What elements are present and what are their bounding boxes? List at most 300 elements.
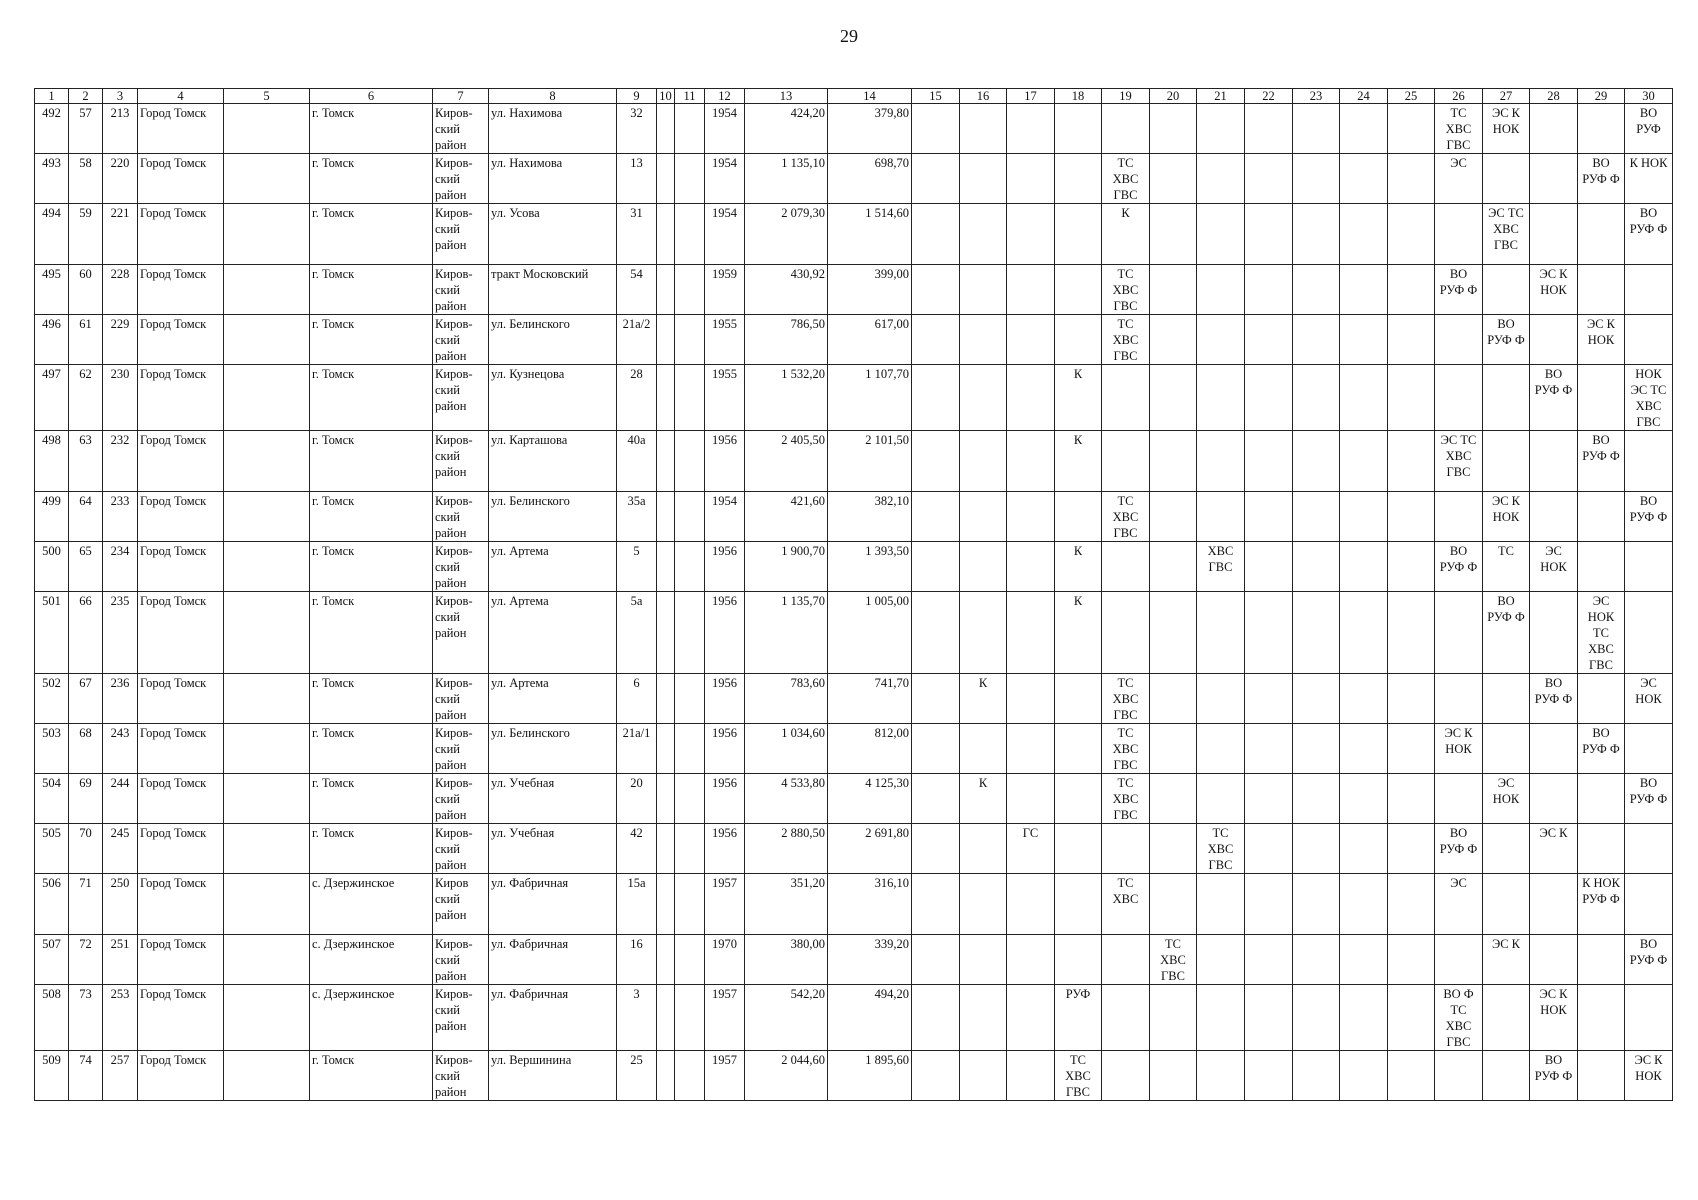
table-cell-col-3: 244 — [103, 774, 138, 824]
table-cell-col-27: ВО РУФ Ф — [1483, 315, 1530, 365]
table-cell-col-26: ТС ХВС ГВС — [1435, 104, 1483, 154]
table-cell-col-12: 1956 — [705, 592, 745, 674]
table-cell-col-2: 57 — [69, 104, 103, 154]
table-cell-col-28: ЭС К НОК — [1530, 985, 1578, 1051]
header-row — [35, 89, 1673, 104]
table-cell-col-30: ВО РУФ — [1625, 104, 1673, 154]
table-cell-col-14: 316,10 — [828, 874, 912, 935]
table-cell-col-23 — [1293, 154, 1340, 204]
table-cell-col-25 — [1388, 824, 1435, 874]
table-cell-col-19 — [1102, 542, 1150, 592]
table-row — [35, 365, 1673, 431]
table-cell-col-16 — [960, 724, 1007, 774]
table-cell-col-8: ул. Артема — [489, 592, 617, 674]
table-cell-col-13: 4 533,80 — [745, 774, 828, 824]
table-cell-col-14: 339,20 — [828, 935, 912, 985]
table-cell-col-21 — [1197, 724, 1245, 774]
table-cell-col-27 — [1483, 431, 1530, 492]
table-cell-col-27 — [1483, 674, 1530, 724]
table-cell-col-2: 63 — [69, 431, 103, 492]
table-cell-col-9: 15а — [617, 874, 657, 935]
table-cell-col-6: г. Томск — [310, 265, 433, 315]
table-cell-col-25 — [1388, 431, 1435, 492]
table-cell-col-13: 542,20 — [745, 985, 828, 1051]
table-cell-col-4: Город Томск — [138, 492, 224, 542]
table-cell-col-18 — [1055, 935, 1102, 985]
table-cell-col-16 — [960, 985, 1007, 1051]
table-cell-col-29 — [1578, 104, 1625, 154]
table-cell-col-25 — [1388, 985, 1435, 1051]
table-cell-col-27: ЭС К — [1483, 935, 1530, 985]
table-cell-col-24 — [1340, 542, 1388, 592]
table-cell-col-11 — [675, 774, 705, 824]
table-cell-col-21 — [1197, 431, 1245, 492]
table-cell-col-29 — [1578, 985, 1625, 1051]
table-cell-col-26: ЭС К НОК — [1435, 724, 1483, 774]
column-header-18: 18 — [1055, 89, 1102, 104]
table-cell-col-27 — [1483, 265, 1530, 315]
table-cell-col-27 — [1483, 724, 1530, 774]
table-cell-col-17 — [1007, 985, 1055, 1051]
table-cell-col-20 — [1150, 774, 1197, 824]
table-cell-col-1: 508 — [35, 985, 69, 1051]
table-cell-col-10 — [657, 492, 675, 542]
table-cell-col-20 — [1150, 431, 1197, 492]
table-cell-col-8: ул. Артема — [489, 542, 617, 592]
table-row — [35, 774, 1673, 824]
table-cell-col-18 — [1055, 315, 1102, 365]
table-cell-col-30 — [1625, 431, 1673, 492]
table-cell-col-10 — [657, 985, 675, 1051]
table-cell-col-27 — [1483, 874, 1530, 935]
table-cell-col-24 — [1340, 985, 1388, 1051]
table-cell-col-12: 1954 — [705, 204, 745, 265]
table-cell-col-23 — [1293, 204, 1340, 265]
table-cell-col-17 — [1007, 774, 1055, 824]
table-cell-col-2: 67 — [69, 674, 103, 724]
table-cell-col-20: ТС ХВС ГВС — [1150, 935, 1197, 985]
table-row — [35, 592, 1673, 674]
table-cell-col-13: 2 405,50 — [745, 431, 828, 492]
table-cell-col-6: г. Томск — [310, 154, 433, 204]
table-cell-col-24 — [1340, 104, 1388, 154]
table-cell-col-29 — [1578, 365, 1625, 431]
table-cell-col-2: 58 — [69, 154, 103, 204]
table-cell-col-24 — [1340, 874, 1388, 935]
table-cell-col-23 — [1293, 985, 1340, 1051]
table-cell-col-19 — [1102, 1051, 1150, 1101]
table-cell-col-28 — [1530, 935, 1578, 985]
table-cell-col-5 — [224, 674, 310, 724]
table-cell-col-29 — [1578, 542, 1625, 592]
table-cell-col-14: 399,00 — [828, 265, 912, 315]
table-cell-col-11 — [675, 492, 705, 542]
table-cell-col-7: Киров- ский район — [433, 724, 489, 774]
table-cell-col-18 — [1055, 265, 1102, 315]
table-cell-col-22 — [1245, 935, 1293, 985]
table-cell-col-11 — [675, 1051, 705, 1101]
table-cell-col-24 — [1340, 315, 1388, 365]
table-cell-col-4: Город Томск — [138, 542, 224, 592]
table-cell-col-19 — [1102, 935, 1150, 985]
table-cell-col-2: 72 — [69, 935, 103, 985]
column-header-5: 5 — [224, 89, 310, 104]
table-cell-col-9: 42 — [617, 824, 657, 874]
table-cell-col-18 — [1055, 674, 1102, 724]
table-cell-col-1: 501 — [35, 592, 69, 674]
table-cell-col-27: ТС — [1483, 542, 1530, 592]
table-cell-col-22 — [1245, 1051, 1293, 1101]
table-cell-col-20 — [1150, 315, 1197, 365]
table-cell-col-20 — [1150, 265, 1197, 315]
table-cell-col-15 — [912, 265, 960, 315]
table-cell-col-5 — [224, 824, 310, 874]
table-cell-col-5 — [224, 935, 310, 985]
table-cell-col-8: ул. Нахимова — [489, 104, 617, 154]
table-cell-col-29: ВО РУФ Ф — [1578, 154, 1625, 204]
table-cell-col-15 — [912, 874, 960, 935]
table-cell-col-11 — [675, 542, 705, 592]
table-cell-col-22 — [1245, 542, 1293, 592]
table-cell-col-4: Город Томск — [138, 1051, 224, 1101]
table-cell-col-4: Город Томск — [138, 154, 224, 204]
table-cell-col-13: 786,50 — [745, 315, 828, 365]
table-cell-col-9: 21а/1 — [617, 724, 657, 774]
table-cell-col-16 — [960, 542, 1007, 592]
table-cell-col-23 — [1293, 1051, 1340, 1101]
table-cell-col-18: К — [1055, 542, 1102, 592]
table-cell-col-12: 1956 — [705, 674, 745, 724]
table-cell-col-17 — [1007, 1051, 1055, 1101]
table-cell-col-12: 1957 — [705, 1051, 745, 1101]
column-header-3: 3 — [103, 89, 138, 104]
table-row — [35, 1051, 1673, 1101]
table-cell-col-14: 1 895,60 — [828, 1051, 912, 1101]
table-cell-col-22 — [1245, 592, 1293, 674]
table-cell-col-11 — [675, 724, 705, 774]
table-cell-col-29 — [1578, 492, 1625, 542]
table-cell-col-14: 1 005,00 — [828, 592, 912, 674]
table-cell-col-12: 1954 — [705, 492, 745, 542]
table-cell-col-12: 1956 — [705, 431, 745, 492]
table-cell-col-9: 28 — [617, 365, 657, 431]
table-cell-col-25 — [1388, 204, 1435, 265]
table-cell-col-6: г. Томск — [310, 204, 433, 265]
table-cell-col-6: г. Томск — [310, 724, 433, 774]
table-cell-col-2: 65 — [69, 542, 103, 592]
table-cell-col-7: Киров- ский район — [433, 1051, 489, 1101]
table-cell-col-6: г. Томск — [310, 104, 433, 154]
table-cell-col-21: ХВС ГВС — [1197, 542, 1245, 592]
table-cell-col-5 — [224, 985, 310, 1051]
table-cell-col-21 — [1197, 674, 1245, 724]
table-cell-col-19: К — [1102, 204, 1150, 265]
table-cell-col-7: Киров- ский район — [433, 104, 489, 154]
table-cell-col-23 — [1293, 874, 1340, 935]
table-cell-col-20 — [1150, 674, 1197, 724]
table-cell-col-1: 494 — [35, 204, 69, 265]
table-cell-col-8: ул. Белинского — [489, 724, 617, 774]
table-cell-col-5 — [224, 592, 310, 674]
table-cell-col-26 — [1435, 774, 1483, 824]
table-cell-col-23 — [1293, 674, 1340, 724]
table-cell-col-20 — [1150, 824, 1197, 874]
table-cell-col-25 — [1388, 492, 1435, 542]
table-cell-col-21 — [1197, 204, 1245, 265]
table-cell-col-19 — [1102, 431, 1150, 492]
table-cell-col-29 — [1578, 265, 1625, 315]
table-cell-col-28: ВО РУФ Ф — [1530, 1051, 1578, 1101]
table-cell-col-1: 495 — [35, 265, 69, 315]
table-cell-col-20 — [1150, 542, 1197, 592]
table-cell-col-12: 1956 — [705, 724, 745, 774]
table-cell-col-17 — [1007, 315, 1055, 365]
table-cell-col-21 — [1197, 985, 1245, 1051]
table-cell-col-8: ул. Учебная — [489, 824, 617, 874]
table-cell-col-16 — [960, 824, 1007, 874]
column-header-24: 24 — [1340, 89, 1388, 104]
table-cell-col-28 — [1530, 724, 1578, 774]
table-cell-col-4: Город Томск — [138, 774, 224, 824]
table-cell-col-10 — [657, 935, 675, 985]
table-cell-col-30: К НОК — [1625, 154, 1673, 204]
table-cell-col-19 — [1102, 592, 1150, 674]
table-cell-col-13: 1 135,70 — [745, 592, 828, 674]
table-cell-col-7: Киров- ский район — [433, 542, 489, 592]
table-cell-col-7: Киров- ский район — [433, 204, 489, 265]
table-cell-col-17 — [1007, 204, 1055, 265]
table-cell-col-27: ЭС НОК — [1483, 774, 1530, 824]
table-cell-col-29 — [1578, 674, 1625, 724]
table-cell-col-20 — [1150, 492, 1197, 542]
table-cell-col-9: 25 — [617, 1051, 657, 1101]
table-cell-col-27: ЭС К НОК — [1483, 104, 1530, 154]
table-cell-col-26 — [1435, 204, 1483, 265]
table-cell-col-9: 6 — [617, 674, 657, 724]
table-cell-col-26 — [1435, 592, 1483, 674]
table-cell-col-18 — [1055, 492, 1102, 542]
table-cell-col-8: ул. Белинского — [489, 315, 617, 365]
table-cell-col-7: Киров- ский район — [433, 492, 489, 542]
table-cell-col-11 — [675, 674, 705, 724]
table-cell-col-3: 221 — [103, 204, 138, 265]
table-cell-col-3: 234 — [103, 542, 138, 592]
table-cell-col-11 — [675, 824, 705, 874]
table-cell-col-16 — [960, 592, 1007, 674]
table-cell-col-2: 59 — [69, 204, 103, 265]
table-cell-col-18 — [1055, 824, 1102, 874]
table-cell-col-10 — [657, 674, 675, 724]
table-cell-col-12: 1956 — [705, 542, 745, 592]
table-cell-col-15 — [912, 204, 960, 265]
column-header-22: 22 — [1245, 89, 1293, 104]
column-header-23: 23 — [1293, 89, 1340, 104]
table-cell-col-30 — [1625, 874, 1673, 935]
table-cell-col-4: Город Томск — [138, 935, 224, 985]
table-cell-col-6: г. Томск — [310, 1051, 433, 1101]
table-cell-col-16 — [960, 1051, 1007, 1101]
table-cell-col-1: 509 — [35, 1051, 69, 1101]
table-cell-col-3: 257 — [103, 1051, 138, 1101]
table-cell-col-25 — [1388, 674, 1435, 724]
table-cell-col-15 — [912, 674, 960, 724]
table-cell-col-30: ЭС К НОК — [1625, 1051, 1673, 1101]
table-cell-col-1: 500 — [35, 542, 69, 592]
table-cell-col-1: 498 — [35, 431, 69, 492]
table-cell-col-26: ЭС — [1435, 154, 1483, 204]
table-cell-col-13: 1 532,20 — [745, 365, 828, 431]
table-cell-col-18 — [1055, 154, 1102, 204]
table-cell-col-28: ЭС НОК — [1530, 542, 1578, 592]
table-cell-col-15 — [912, 724, 960, 774]
table-cell-col-6: г. Томск — [310, 824, 433, 874]
table-cell-col-10 — [657, 1051, 675, 1101]
table-cell-col-2: 69 — [69, 774, 103, 824]
table-cell-col-1: 504 — [35, 774, 69, 824]
table-cell-col-8: ул. Нахимова — [489, 154, 617, 204]
table-cell-col-4: Город Томск — [138, 674, 224, 724]
register-table — [34, 88, 1673, 1101]
table-cell-col-21 — [1197, 315, 1245, 365]
table-cell-col-8: ул. Фабричная — [489, 985, 617, 1051]
table-cell-col-26 — [1435, 935, 1483, 985]
table-cell-col-22 — [1245, 774, 1293, 824]
table-cell-col-11 — [675, 154, 705, 204]
table-cell-col-12: 1959 — [705, 265, 745, 315]
column-header-8: 8 — [489, 89, 617, 104]
table-cell-col-20 — [1150, 874, 1197, 935]
table-cell-col-27 — [1483, 985, 1530, 1051]
table-cell-col-3: 251 — [103, 935, 138, 985]
table-cell-col-13: 2 880,50 — [745, 824, 828, 874]
table-cell-col-13: 1 900,70 — [745, 542, 828, 592]
table-cell-col-5 — [224, 492, 310, 542]
table-cell-col-25 — [1388, 774, 1435, 824]
table-cell-col-21 — [1197, 774, 1245, 824]
table-cell-col-8: ул. Артема — [489, 674, 617, 724]
column-header-4: 4 — [138, 89, 224, 104]
table-cell-col-15 — [912, 104, 960, 154]
table-cell-col-17 — [1007, 265, 1055, 315]
column-header-28: 28 — [1530, 89, 1578, 104]
table-cell-col-30: ВО РУФ Ф — [1625, 935, 1673, 985]
table-cell-col-21 — [1197, 874, 1245, 935]
table-cell-col-28 — [1530, 154, 1578, 204]
table-cell-col-9: 21а/2 — [617, 315, 657, 365]
table-cell-col-26: ВО РУФ Ф — [1435, 824, 1483, 874]
table-row — [35, 824, 1673, 874]
table-cell-col-28 — [1530, 774, 1578, 824]
table-cell-col-27: ЭС ТС ХВС ГВС — [1483, 204, 1530, 265]
table-cell-col-16: К — [960, 674, 1007, 724]
table-cell-col-25 — [1388, 365, 1435, 431]
table-cell-col-7: Киров- ский район — [433, 985, 489, 1051]
table-cell-col-30: ВО РУФ Ф — [1625, 204, 1673, 265]
table-cell-col-2: 66 — [69, 592, 103, 674]
table-cell-col-24 — [1340, 935, 1388, 985]
table-cell-col-14: 1 393,50 — [828, 542, 912, 592]
table-cell-col-27 — [1483, 1051, 1530, 1101]
table-cell-col-8: ул. Усова — [489, 204, 617, 265]
page-number: 29 — [840, 26, 858, 46]
table-cell-col-19: ТС ХВС ГВС — [1102, 774, 1150, 824]
table-cell-col-28 — [1530, 315, 1578, 365]
table-cell-col-2: 64 — [69, 492, 103, 542]
table-cell-col-17 — [1007, 874, 1055, 935]
table-cell-col-10 — [657, 104, 675, 154]
table-cell-col-9: 54 — [617, 265, 657, 315]
table-row — [35, 265, 1673, 315]
table-cell-col-12: 1955 — [705, 315, 745, 365]
table-cell-col-4: Город Томск — [138, 874, 224, 935]
table-cell-col-20 — [1150, 104, 1197, 154]
table-cell-col-10 — [657, 431, 675, 492]
table-cell-col-29: ВО РУФ Ф — [1578, 724, 1625, 774]
table-cell-col-4: Город Томск — [138, 104, 224, 154]
table-cell-col-10 — [657, 724, 675, 774]
table-cell-col-25 — [1388, 104, 1435, 154]
column-header-12: 12 — [705, 89, 745, 104]
table-cell-col-22 — [1245, 874, 1293, 935]
table-cell-col-30 — [1625, 265, 1673, 315]
table-cell-col-10 — [657, 154, 675, 204]
table-cell-col-14: 1 514,60 — [828, 204, 912, 265]
table-cell-col-1: 502 — [35, 674, 69, 724]
table-cell-col-15 — [912, 935, 960, 985]
column-header-15: 15 — [912, 89, 960, 104]
table-cell-col-13: 380,00 — [745, 935, 828, 985]
table-cell-col-1: 503 — [35, 724, 69, 774]
table-cell-col-14: 812,00 — [828, 724, 912, 774]
table-cell-col-14: 4 125,30 — [828, 774, 912, 824]
table-cell-col-6: г. Томск — [310, 492, 433, 542]
table-row — [35, 431, 1673, 492]
table-cell-col-28 — [1530, 431, 1578, 492]
table-cell-col-12: 1955 — [705, 365, 745, 431]
table-cell-col-30 — [1625, 824, 1673, 874]
table-cell-col-6: с. Дзержинское — [310, 935, 433, 985]
table-cell-col-8: ул. Учебная — [489, 774, 617, 824]
table-cell-col-7: Киров- ский район — [433, 265, 489, 315]
table-cell-col-15 — [912, 592, 960, 674]
table-cell-col-12: 1957 — [705, 985, 745, 1051]
table-cell-col-20 — [1150, 1051, 1197, 1101]
table-cell-col-29 — [1578, 774, 1625, 824]
table-cell-col-2: 70 — [69, 824, 103, 874]
table-cell-col-8: ул. Белинского — [489, 492, 617, 542]
table-cell-col-28: ВО РУФ Ф — [1530, 365, 1578, 431]
table-cell-col-24 — [1340, 774, 1388, 824]
column-header-26: 26 — [1435, 89, 1483, 104]
table-cell-col-5 — [224, 1051, 310, 1101]
table-cell-col-18: К — [1055, 365, 1102, 431]
table-cell-col-11 — [675, 104, 705, 154]
table-cell-col-9: 5 — [617, 542, 657, 592]
table-cell-col-30 — [1625, 985, 1673, 1051]
table-cell-col-29 — [1578, 824, 1625, 874]
table-cell-col-14: 2 101,50 — [828, 431, 912, 492]
table-cell-col-17 — [1007, 492, 1055, 542]
column-header-14: 14 — [828, 89, 912, 104]
table-cell-col-19: ТС ХВС ГВС — [1102, 724, 1150, 774]
table-cell-col-19 — [1102, 985, 1150, 1051]
table-cell-col-9: 35а — [617, 492, 657, 542]
table-cell-col-9: 5а — [617, 592, 657, 674]
table-cell-col-5 — [224, 154, 310, 204]
table-cell-col-17 — [1007, 431, 1055, 492]
table-cell-col-4: Город Томск — [138, 204, 224, 265]
table-cell-col-27: ВО РУФ Ф — [1483, 592, 1530, 674]
